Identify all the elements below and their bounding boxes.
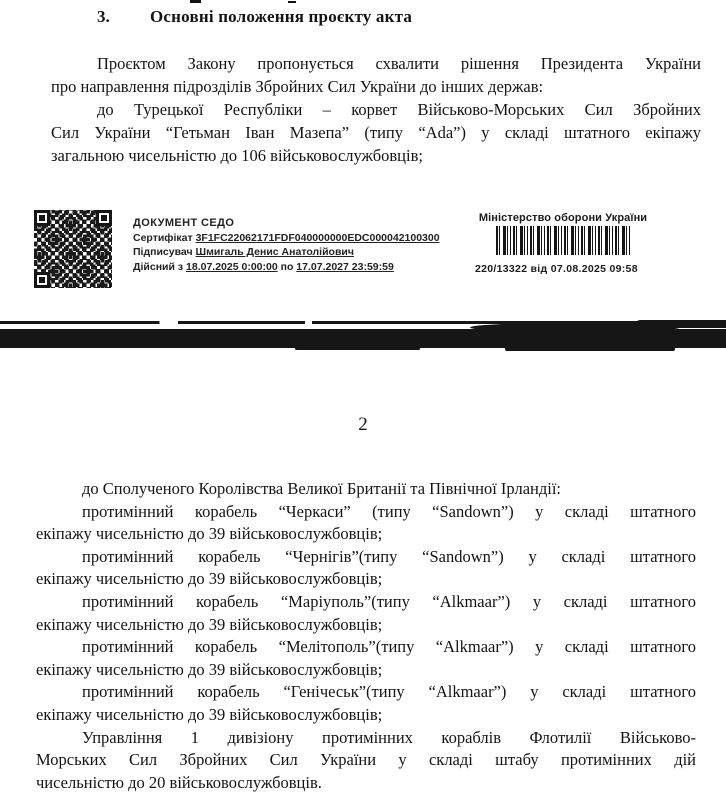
text-line: екіпажу чисельністю до 39 військовослужбовців; — [36, 704, 383, 724]
text-line: про направлення підрозділів Збройних Сил України до інших держав: — [51, 77, 544, 96]
text-line: екіпажу чисельністю до 39 військовослужбовців; — [36, 614, 383, 634]
scan-artifact — [288, 1, 296, 3]
sedo-signature-stamp — [133, 216, 473, 274]
page-number: 2 — [358, 414, 368, 435]
page-break-smudge — [295, 347, 420, 350]
section-number: 3. — [97, 7, 110, 26]
text-line: протимінний корабель “Чернігів”(типу “Sandown”) у складі штатного — [82, 546, 696, 566]
text-line: екіпажу чисельністю до 39 військовослужбовців; — [36, 524, 383, 544]
validity-to: 17.07.2027 23:59:59 — [296, 260, 394, 273]
text-line: до Турецької Республіки – корвет Військово-Морських Сил Збройних — [97, 100, 701, 119]
barcode-icon — [496, 226, 632, 255]
sedo-title: ДОКУМЕНТ СЕДО — [133, 217, 235, 229]
text-line: протимінний корабель “Мелітополь”(типу “Alkmaar”) у складі штатного — [82, 637, 696, 657]
text-line: чисельністю до 20 військовослужбовців. — [36, 772, 322, 792]
certificate-label: Сертифікат — [133, 231, 193, 244]
page-break-smudge — [505, 347, 675, 351]
text-line: протимінний корабель “Маріуполь”(типу “Alkmaar”) у складі штатного — [82, 591, 696, 611]
text-line: Проєктом Закону пропонується схвалити рішення Президента України — [97, 54, 701, 73]
text-line: Управління 1 дивізіону протимінних кораблів Флотилії Військово- — [82, 727, 696, 747]
page1-body — [51, 52, 701, 167]
text-line: протимінний корабель “Генічеськ”(типу “Alkmaar”) у складі штатного — [82, 682, 696, 702]
validity-from: 18.07.2025 0:00:00 — [186, 260, 278, 273]
qr-finder-icon — [34, 210, 50, 226]
page-break-bar — [0, 329, 726, 348]
page-break-smudge — [636, 320, 726, 328]
section-title: Основні положення проєкту акта — [150, 7, 413, 26]
sedo-validity-line — [133, 260, 473, 275]
text-line: екіпажу чисельністю до 39 військовослужбовців; — [36, 659, 383, 679]
text-line: протимінний корабель “Черкаси” (типу “Sandown”) у складі штатного — [82, 501, 696, 521]
section-heading — [51, 7, 701, 27]
signer-value: Шмигаль Денис Анатолійович — [195, 246, 354, 259]
scan-artifact — [190, 0, 201, 3]
text-line: загальною чисельністю до 106 військовослужбовців; — [51, 146, 423, 165]
certificate-value: 3F1FC22062171FDF040000000EDC000042100300 — [195, 231, 440, 244]
mod-stamp-title: Міністерство оборони України — [478, 212, 648, 224]
text-line: Сил України “Гетьман Іван Мазепа” (типу “Ada”) у складі штатного екіпажу — [51, 123, 701, 142]
registration-number: 220/13322 від 07.08.2025 09:58 — [475, 263, 638, 275]
text-line: екіпажу чисельністю до 39 військовослужбовців; — [36, 569, 383, 589]
text-line: до Сполученого Королівства Великої Британії та Північної Ірландії: — [82, 479, 561, 498]
text-line: Морських Сил Збройних Сил України у складі штабу протимінних дій — [36, 750, 696, 770]
sedo-certificate-line — [133, 231, 473, 246]
qr-finder-icon — [34, 272, 50, 288]
mod-registration-stamp — [477, 212, 649, 275]
qr-finder-icon — [96, 210, 112, 226]
validity-label: Дійсний з — [133, 260, 184, 273]
signer-label: Підписувач — [133, 246, 193, 259]
page2-body — [36, 478, 696, 794]
validity-separator: по — [280, 260, 294, 273]
sedo-signer-line — [133, 245, 473, 260]
qr-code-icon — [34, 210, 112, 288]
